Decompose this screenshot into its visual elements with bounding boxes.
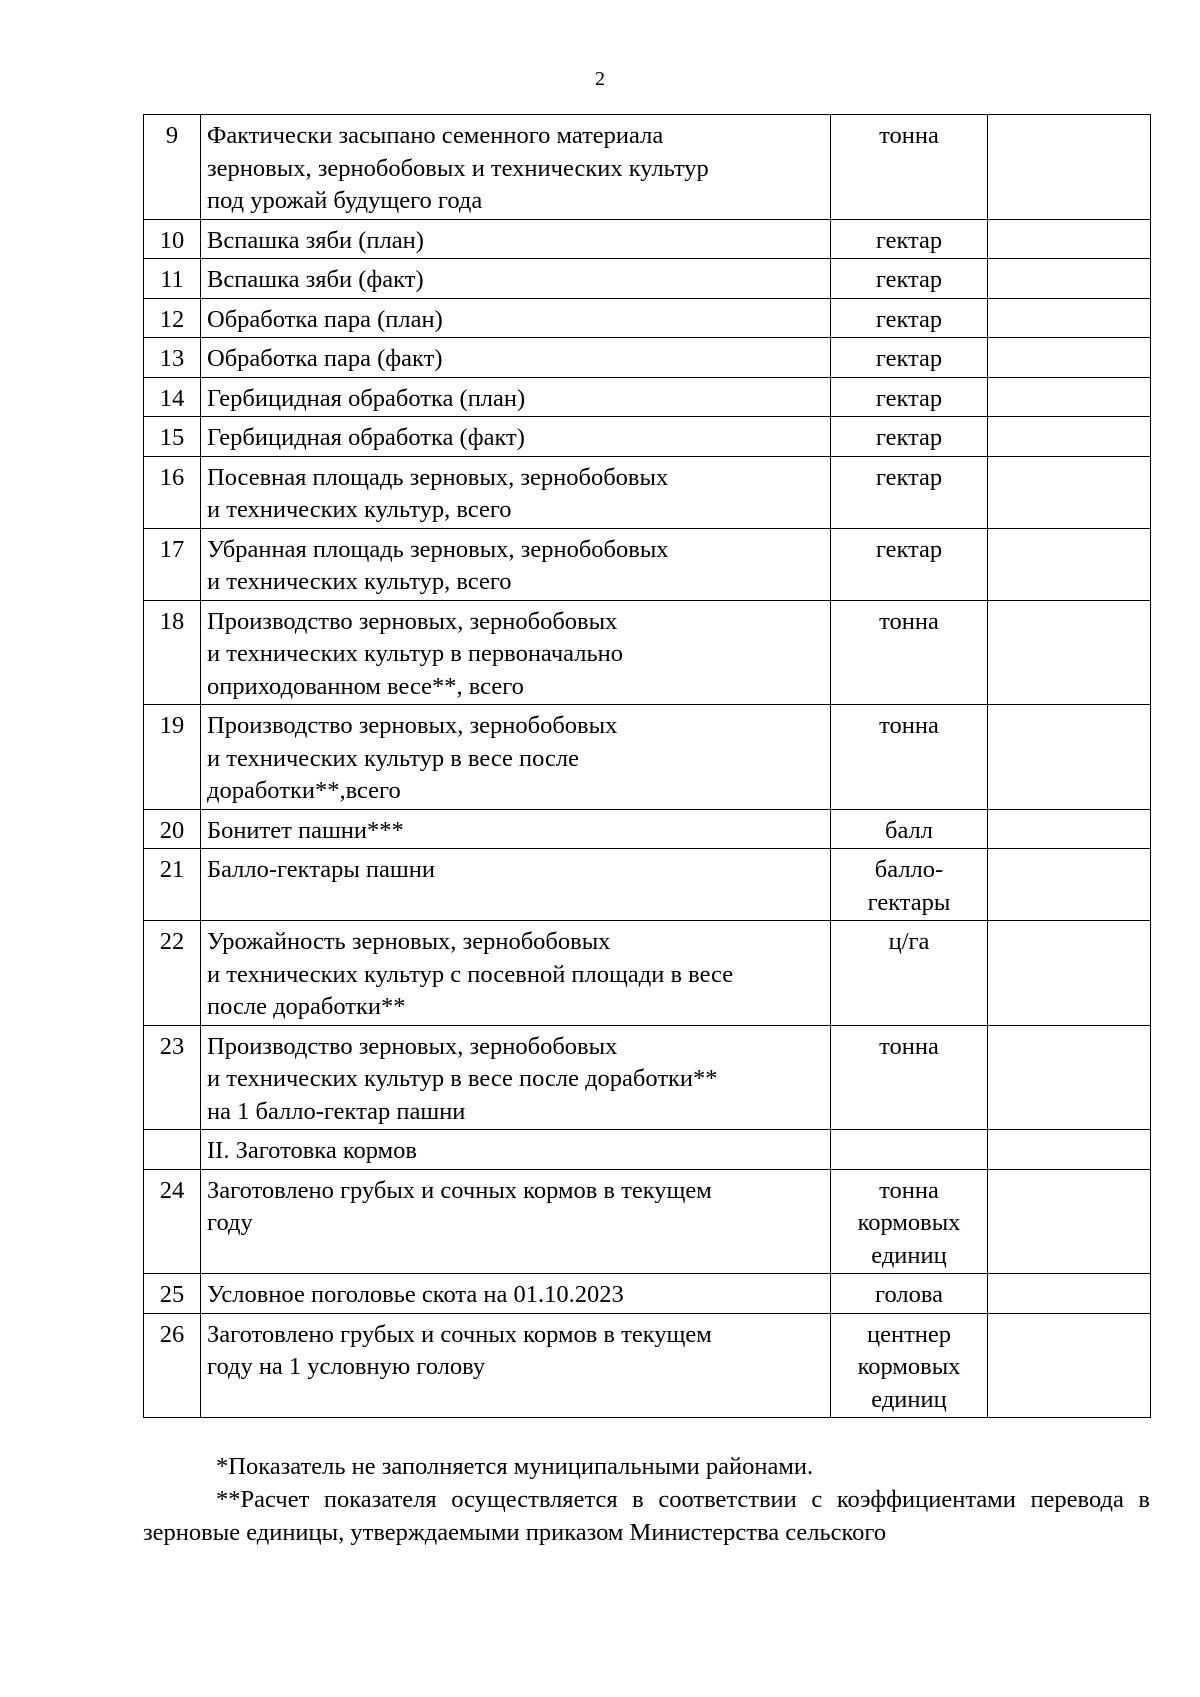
value-cell	[988, 1025, 1151, 1130]
indicator-name	[201, 1025, 831, 1130]
unit-of-measure	[831, 1130, 988, 1170]
indicator-name	[201, 1313, 831, 1418]
indicator-name-line: Условное поголовье скота на 01.10.2023	[207, 1281, 624, 1308]
value-cell	[988, 456, 1151, 528]
table-row	[144, 259, 1151, 299]
unit-of-measure	[831, 1169, 988, 1274]
indicator-name-line: под урожай будущего года	[207, 187, 483, 214]
unit-line: гектар	[875, 384, 943, 412]
table-row	[144, 1025, 1151, 1130]
indicator-name-line: и технических культур с посевной площади в весе	[207, 960, 734, 988]
value-cell	[988, 1169, 1151, 1274]
indicator-name-line: Вспашка зяби (план)	[207, 226, 424, 254]
unit-of-measure	[831, 219, 988, 259]
unit-line: единиц	[871, 1385, 947, 1413]
indicators-table-body	[144, 115, 1151, 1418]
unit-line: тонна	[879, 122, 939, 149]
value-cell	[988, 259, 1151, 299]
unit-line: кормовых	[857, 1209, 961, 1236]
row-number: 9	[144, 115, 201, 220]
indicator-name	[201, 1169, 831, 1274]
unit-of-measure	[831, 456, 988, 528]
value-cell	[988, 528, 1151, 600]
unit-line: гектары	[867, 888, 951, 916]
table-row	[144, 849, 1151, 921]
value-cell	[988, 705, 1151, 810]
indicator-name	[201, 377, 831, 417]
unit-line: гектар	[875, 305, 943, 333]
unit-line: тонна	[879, 1176, 939, 1204]
indicator-name	[201, 219, 831, 259]
value-cell	[988, 417, 1151, 457]
unit-line: гектар	[875, 226, 943, 254]
unit-of-measure	[831, 338, 988, 378]
unit-of-measure	[831, 115, 988, 220]
unit-of-measure	[831, 377, 988, 417]
indicator-name-line: Производство зерновых, зернобобовых	[207, 712, 618, 739]
indicator-name	[201, 600, 831, 705]
row-number: 13	[144, 338, 201, 378]
row-number: 20	[144, 809, 201, 849]
row-number: 24	[144, 1169, 201, 1274]
unit-of-measure	[831, 1025, 988, 1130]
table-row	[144, 338, 1151, 378]
footnote-1: *Показатель не заполняется муниципальными районами.	[216, 1453, 814, 1480]
unit-of-measure	[831, 809, 988, 849]
table-row	[144, 921, 1151, 1026]
indicator-name-line: и технических культур в весе после	[207, 744, 579, 772]
table-row	[144, 705, 1151, 810]
indicator-name-line: оприходованном весе**, всего	[207, 672, 524, 700]
row-number: 16	[144, 456, 201, 528]
unit-line: гектар	[875, 345, 943, 372]
indicator-name	[201, 1274, 831, 1314]
unit-of-measure	[831, 417, 988, 457]
indicator-name	[201, 298, 831, 338]
indicator-name-line: году на 1 условную голову	[207, 1353, 486, 1380]
indicator-name	[201, 528, 831, 600]
indicator-name-line: Заготовлено грубых и сочных кормов в текущем	[207, 1320, 712, 1348]
value-cell	[988, 115, 1151, 220]
value-cell	[988, 219, 1151, 259]
unit-line: гектар	[875, 266, 943, 293]
indicator-name-line: Обработка пара (план)	[207, 305, 443, 333]
unit-line: голова	[875, 1281, 943, 1308]
indicator-name	[201, 809, 831, 849]
footnote-2: **Расчет показателя осуществляется в соответствии с коэффициентами перевода в зерновые единицы, утверждаемыми приказом Министерства сельского	[143, 1486, 1150, 1546]
value-cell	[988, 338, 1151, 378]
indicator-name-line: Производство зерновых, зернобобовых	[207, 1032, 618, 1060]
indicator-name-line: и технических культур, всего	[207, 568, 512, 595]
unit-line: балл	[884, 816, 933, 844]
unit-of-measure	[831, 1313, 988, 1418]
indicator-name-line: на 1 балло-гектар пашни	[207, 1097, 466, 1125]
unit-line: тонна	[879, 1032, 939, 1060]
indicator-name	[201, 849, 831, 921]
footnotes	[143, 1450, 1150, 1549]
indicator-name-line: и технических культур в весе после доработки**	[207, 1065, 718, 1092]
indicator-name-line: Бонитет пашни***	[207, 816, 404, 844]
table-row	[144, 298, 1151, 338]
indicator-name	[201, 259, 831, 299]
indicator-name	[201, 921, 831, 1026]
table-row	[144, 456, 1151, 528]
unit-of-measure	[831, 849, 988, 921]
value-cell	[988, 1130, 1151, 1170]
unit-of-measure	[831, 528, 988, 600]
indicator-name-line: Балло-гектары пашни	[207, 856, 435, 883]
indicator-name-line: после доработки**	[207, 993, 406, 1020]
indicator-name-line: году	[207, 1209, 253, 1236]
row-number	[144, 1130, 201, 1170]
row-number: 11	[144, 259, 201, 299]
row-number: 15	[144, 417, 201, 457]
indicator-name	[201, 1130, 831, 1170]
row-number: 14	[144, 377, 201, 417]
unit-of-measure	[831, 1274, 988, 1314]
row-number: 17	[144, 528, 201, 600]
unit-line: гектар	[875, 463, 943, 491]
unit-line: тонна	[879, 607, 939, 635]
indicator-name-line: Производство зерновых, зернобобовых	[207, 607, 618, 635]
unit-line: балло-	[874, 856, 944, 883]
indicator-name	[201, 338, 831, 378]
page-number: 2	[595, 68, 605, 90]
indicator-name-line: Гербицидная обработка (факт)	[207, 424, 525, 451]
value-cell	[988, 298, 1151, 338]
indicator-name	[201, 456, 831, 528]
indicator-name-line: Обработка пара (факт)	[207, 345, 443, 372]
row-number: 19	[144, 705, 201, 810]
indicator-name-line: Гербицидная обработка (план)	[207, 384, 526, 412]
unit-of-measure	[831, 259, 988, 299]
row-number: 23	[144, 1025, 201, 1130]
unit-line: ц/га	[888, 928, 930, 955]
row-number: 10	[144, 219, 201, 259]
unit-line: единиц	[871, 1241, 947, 1269]
indicator-name-line: II. Заготовка кормов	[207, 1137, 417, 1164]
row-number: 22	[144, 921, 201, 1026]
table-row	[144, 1130, 1151, 1170]
unit-line: гектар	[875, 424, 943, 451]
table-row	[144, 219, 1151, 259]
row-number: 25	[144, 1274, 201, 1314]
unit-line: центнер	[866, 1320, 952, 1348]
indicator-name-line: Убранная площадь зерновых, зернобобовых	[207, 535, 669, 563]
row-number: 18	[144, 600, 201, 705]
unit-of-measure	[831, 298, 988, 338]
value-cell	[988, 921, 1151, 1026]
indicator-name	[201, 115, 831, 220]
table-row	[144, 528, 1151, 600]
indicator-name-line: и технических культур в первоначально	[207, 640, 623, 667]
unit-line: тонна	[879, 712, 939, 739]
table-row	[144, 1274, 1151, 1314]
value-cell	[988, 1274, 1151, 1314]
value-cell	[988, 1313, 1151, 1418]
indicator-name-line: Фактически засыпано семенного материала	[207, 122, 664, 149]
indicator-name-line: Посевная площадь зерновых, зернобобовых	[207, 463, 669, 491]
row-number: 26	[144, 1313, 201, 1418]
indicator-name-line: доработки**,всего	[207, 777, 401, 804]
unit-line: гектар	[875, 535, 943, 563]
unit-of-measure	[831, 600, 988, 705]
indicator-name-line: Заготовлено грубых и сочных кормов в текущем	[207, 1176, 712, 1204]
row-number: 21	[144, 849, 201, 921]
table-row	[144, 417, 1151, 457]
indicator-name-line: Урожайность зерновых, зернобобовых	[207, 928, 611, 955]
table-row	[144, 809, 1151, 849]
unit-line: кормовых	[857, 1353, 961, 1380]
table-row	[144, 115, 1151, 220]
unit-of-measure	[831, 705, 988, 810]
indicator-name-line: и технических культур, всего	[207, 496, 512, 523]
value-cell	[988, 377, 1151, 417]
indicator-name-line: Вспашка зяби (факт)	[207, 266, 424, 293]
row-number: 12	[144, 298, 201, 338]
indicator-name	[201, 417, 831, 457]
value-cell	[988, 600, 1151, 705]
value-cell	[988, 809, 1151, 849]
indicators-table	[143, 114, 1151, 1418]
indicator-name	[201, 705, 831, 810]
unit-of-measure	[831, 921, 988, 1026]
value-cell	[988, 849, 1151, 921]
table-row	[144, 1313, 1151, 1418]
table-row	[144, 377, 1151, 417]
table-row	[144, 1169, 1151, 1274]
indicator-name-line: зерновых, зернобобовых и технических культур	[207, 154, 709, 182]
table-row	[144, 600, 1151, 705]
